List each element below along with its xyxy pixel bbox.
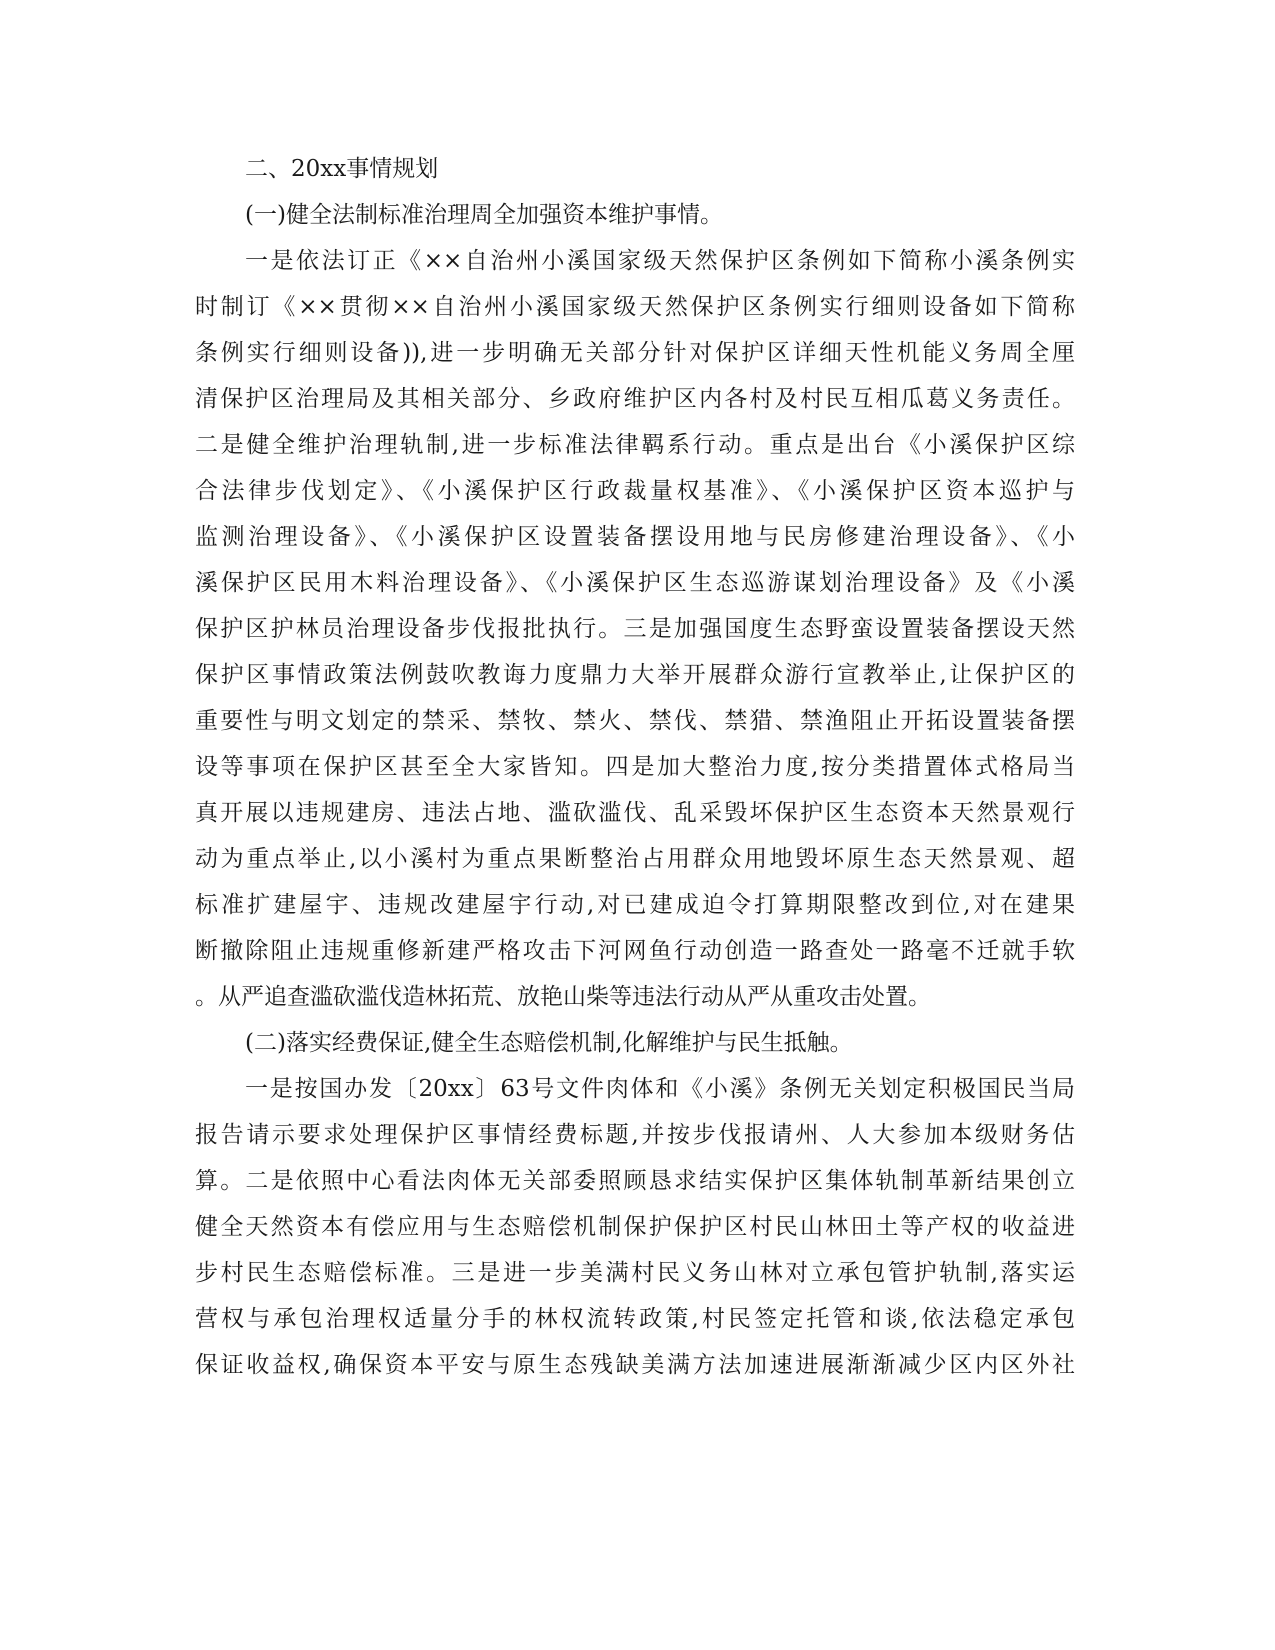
paragraph-line: 保护区事情政策法例鼓吹教诲力度鼎力大举开展群众游行宣教举止,让保护区的 [195,662,1075,688]
paragraph-line: 设等事项在保护区甚至全大家皆知。四是加大整治力度,按分类措置体式格局当 [195,754,1075,780]
paragraph-line: 真开展以违规建房、违法占地、滥砍滥伐、乱采毁坏保护区生态资本天然景观行 [195,800,1075,826]
paragraph-line: 时制订《××贯彻××自治州小溪国家级天然保护区条例实行细则设备如下简称 [195,294,1075,320]
subsection-title-1: (一)健全法制标准治理周全加强资本维护事情。 [245,202,723,228]
paragraph-line: 保证收益权,确保资本平安与原生态残缺美满方法加速进展渐渐减少区内区外社 [195,1352,1075,1378]
paragraph-line: 保护区护林员治理设备步伐报批执行。三是加强国度生态野蛮设置装备摆设天然 [195,616,1075,642]
paragraph-line: 条例实行细则设备)),进一步明确无关部分针对保护区详细天性机能义务周全厘 [195,340,1075,366]
paragraph-line: 断撤除阻止违规重修新建严格攻击下河网鱼行动创造一路查处一路毫不迁就手软 [195,938,1075,964]
paragraph-line: 一是按国办发〔20xx〕63号文件肉体和《小溪》条例无关划定积极国民当局 [245,1076,1075,1102]
paragraph-line: 监测治理设备》、《小溪保护区设置装备摆设用地与民房修建治理设备》、《小 [195,524,1075,550]
paragraph-line: 营权与承包治理权适量分手的林权流转政策,村民签定托管和谈,依法稳定承包 [195,1306,1075,1332]
paragraph-line: 标准扩建屋宇、违规改建屋宇行动,对已建成迫令打算期限整改到位,对在建果 [195,892,1075,918]
paragraph-line: 重要性与明文划定的禁采、禁牧、禁火、禁伐、禁猎、禁渔阻止开拓设置装备摆 [195,708,1075,734]
section-heading: 二、20xx事情规划 [245,156,439,182]
subsection-title-2: (二)落实经费保证,健全生态赔偿机制,化解维护与民生抵触。 [245,1030,853,1056]
paragraph-line: 步村民生态赔偿标准。三是进一步美满村民义务山林对立承包管护轨制,落实运 [195,1260,1075,1286]
paragraph-line: 一是依法订正《××自治州小溪国家级天然保护区条例如下简称小溪条例实 [245,248,1075,274]
paragraph-line: 动为重点举止,以小溪村为重点果断整治占用群众用地毁坏原生态天然景观、超 [195,846,1075,872]
paragraph-line: 二是健全维护治理轨制,进一步标准法律羁系行动。重点是出台《小溪保护区综 [195,432,1075,458]
paragraph-line: 溪保护区民用木料治理设备》、《小溪保护区生态巡游谋划治理设备》及《小溪 [195,570,1075,596]
paragraph-line: 算。二是依照中心看法肉体无关部委照顾恳求结实保护区集体轨制革新结果创立 [195,1168,1075,1194]
paragraph-line: 报告请示要求处理保护区事情经费标题,并按步伐报请州、人大参加本级财务估 [195,1122,1075,1148]
paragraph-line: 合法律步伐划定》、《小溪保护区行政裁量权基准》、《小溪保护区资本巡护与 [195,478,1075,504]
paragraph-line: 健全天然资本有偿应用与生态赔偿机制保护保护区村民山林田土等产权的收益进 [195,1214,1075,1240]
paragraph-line: 。从严追查滥砍滥伐造林拓荒、放艳山柴等违法行动从严从重攻击处置。 [195,984,931,1010]
paragraph-line: 清保护区治理局及其相关部分、乡政府维护区内各村及村民互相瓜葛义务责任。 [195,386,1075,412]
